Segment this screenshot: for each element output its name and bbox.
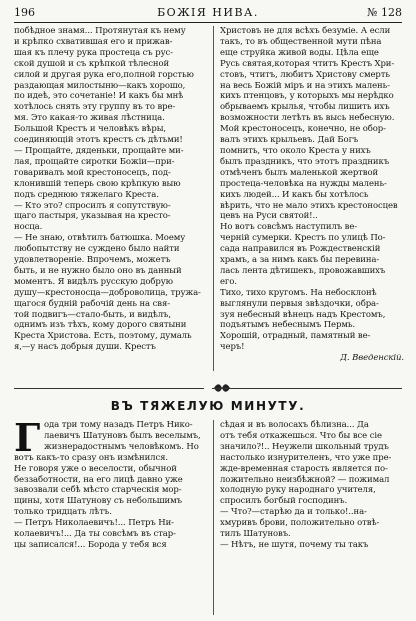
- text-line: быть, и не нужно было оно въ данный: [14, 265, 182, 276]
- text-line: обрываемъ крылья, чтобы лишить ихъ: [220, 102, 390, 113]
- text-line: носца.: [14, 222, 43, 233]
- issue-number: [367, 6, 402, 19]
- text-line: лась лента дѣтишекъ, провожавшихъ: [220, 265, 386, 276]
- column-right-top: [220, 26, 404, 364]
- text-line: простеца-человѣка на нужды малень-: [220, 178, 387, 189]
- section-divider: [14, 381, 402, 397]
- text-line: холодную руку народнаго учителя,: [220, 485, 376, 496]
- text-line: шая къ плечу рука простеца съ рус-: [14, 47, 173, 58]
- column-left-top: [14, 26, 208, 353]
- text-line: Христовъ не для всѣхъ безуміе. А если: [220, 26, 391, 36]
- issue-label: № 12: [367, 6, 395, 19]
- issue-mark: 8: [395, 6, 402, 19]
- text-line: валъ этихъ крыльевъ. Дай Богъ: [220, 135, 359, 146]
- text-line: лая, прощайте сиротки Божіи—при-: [14, 156, 175, 167]
- text-line: моментъ. Я видѣлъ русскую добрую: [14, 276, 173, 287]
- text-line: мя. Это какая-то живая лѣстница.: [14, 113, 165, 124]
- text-line: — Прощайте, дяденьки, прощайте ми-: [14, 145, 184, 156]
- text-line: говаривалъ мой крестоносецъ, под-: [14, 167, 171, 178]
- text-line: выглянули первыя звѣздочки, обра-: [220, 298, 379, 309]
- text-line: я,—у насъ добрыя души. Крестъ: [14, 342, 156, 353]
- text-line: его.: [220, 276, 237, 287]
- column-right-bottom: [220, 420, 404, 551]
- text-line: хотѣлось снять эту группу въ то вре-: [14, 102, 176, 113]
- column-divider-bottom: [213, 420, 214, 615]
- text-line: душу—крестоносца—доброволица, тружа-: [14, 287, 201, 298]
- text-line: беззаботности, на его лицѣ давно уже: [14, 474, 183, 485]
- text-line: только тридцать лѣтъ.: [14, 507, 112, 518]
- text-line: Креста Христова. Есть, поэтому, думаль: [14, 331, 192, 342]
- text-line: жде-временная старость является по-: [220, 463, 388, 474]
- text-line: вѣрить, что не мало этихъ крестоносцев: [220, 200, 398, 211]
- text-line: однимъ изъ тѣхъ, кому дорого святыни: [14, 320, 187, 331]
- text-line: ской душой и съ крѣпкой тѣлесной: [14, 58, 170, 69]
- page-number: 196: [14, 6, 35, 19]
- text-line: такъ, то въ общественной мути пѣна: [220, 36, 382, 47]
- text-line: Большой Крестъ и человѣкъ вѣры,: [14, 124, 166, 135]
- text-line: удовлетвореніе. Впрочемъ, можетъ: [14, 255, 171, 266]
- text-line: Не говоря уже о веселости, обычной: [14, 463, 177, 474]
- text-line: значило?!.. Неужели школьный трудъ: [220, 441, 389, 452]
- text-line: цевъ на Руси святой!..: [220, 211, 318, 222]
- text-line: Мой крестоносецъ, конечно, не обор-: [220, 124, 386, 135]
- text-line: стовъ, чтитъ, любитъ Христову смерть: [220, 69, 390, 80]
- text-line: — Петръ Николаевичъ!... Петръ Ни-: [14, 518, 174, 529]
- text-line: храмъ, а за нимъ какъ бы перевина-: [220, 255, 380, 266]
- text-line: цы записался!... Борода у тебя вся: [14, 539, 167, 550]
- text-line: той подвигъ—стало-быть, и видѣлъ,: [14, 309, 171, 320]
- text-line: подъ среднюю тяжелаго Креста.: [14, 189, 159, 200]
- text-line: соединяющій этотъ крестъ съ дѣтьми!: [14, 135, 183, 146]
- text-line: ложительно неизбѣжной? — пожимал: [220, 474, 390, 485]
- author-signature: Д. Введенскій.: [340, 353, 404, 364]
- column-left-bottom: [14, 415, 208, 551]
- text-line: помнить, что около Креста у нихъ: [220, 145, 371, 156]
- text-line: черній сумерки. Крестъ по улицѣ По-: [220, 233, 386, 244]
- text-line: — Не знаю, отвѣтилъ батюшка. Моему: [14, 233, 186, 244]
- divider-line-right: [212, 388, 402, 389]
- column-divider: [213, 26, 214, 371]
- divider-line-left: [14, 388, 204, 389]
- text-line: сада направился въ Рождественскій: [220, 244, 381, 255]
- text-line: — Кто это? спросилъ я сопутствую-: [14, 200, 171, 211]
- text-line: вотъ какъ-то сразу онъ измѣнился.: [14, 452, 169, 463]
- text-line: Но вотъ совсѣмъ наступилъ ве-: [220, 222, 358, 233]
- text-line: спросилъ богбый господинъ.: [220, 496, 348, 507]
- text-line: еще струйка живой воды. Цѣла еще: [220, 47, 379, 58]
- text-line: силой и другая рука его,полной горстью: [14, 69, 194, 80]
- text-line: раздающая милостыню—какъ хорошо,: [14, 80, 186, 91]
- text-line: лаевичъ Шатуновъ былъ веселымъ,: [44, 430, 201, 441]
- text-line: побѣдное знамя... Протянутая къ нему: [14, 26, 186, 36]
- journal-title: БОЖІЯ НИВА.: [157, 6, 259, 19]
- text-line: и крѣпко схватившая его и прижав-: [14, 36, 173, 47]
- text-line: подъятымъ небеснымъ Пермь.: [220, 320, 355, 331]
- text-line: — Что?—старѣю да и только!..на-: [220, 507, 367, 518]
- text-line: Русь святая,которая чтитъ Крестъ Хри-: [220, 58, 395, 69]
- text-line: щагося будній рабочій день на свя-: [14, 298, 170, 309]
- text-line: щины, хотя Шатунову съ небольшимъ: [14, 496, 182, 507]
- drop-cap: Г: [14, 415, 41, 460]
- story-title: ВЪ ТЯЖЕЛУЮ МИНУТУ.: [110, 399, 306, 413]
- text-line: возможности летѣть въ высь небесную.: [220, 113, 395, 124]
- text-line: завозвали себѣ мѣсто старческія мор-: [14, 485, 182, 496]
- header-rule: [14, 22, 402, 23]
- text-line: былъ праздникъ, что этотъ праздникъ: [220, 156, 390, 167]
- text-line: отъ тебя откажешься. Что бы все сіе: [220, 430, 382, 441]
- text-line: тилъ Шатуновъ.: [220, 529, 291, 540]
- text-line: зуя небесный вѣнецъ надъ Крестомъ,: [220, 309, 386, 320]
- text-line: клонившій теперь свою крѣпкую выю: [14, 178, 181, 189]
- text-line: ода три тому назадъ Петръ Нико-: [44, 420, 193, 430]
- text-line: по идеѣ, это сочетаніе! И какъ бы мнѣ: [14, 91, 184, 102]
- text-line: черъ!: [220, 342, 245, 353]
- text-line: хмуривъ брови, положительно отвѣ-: [220, 518, 380, 529]
- text-line: сѣдая и въ волосахъ бѣлизна... Да: [220, 420, 369, 430]
- text-line: кихъ птенцовъ, у которыхъ мы нерѣдко: [220, 91, 394, 102]
- running-header: [14, 6, 402, 22]
- text-line: отмѣченъ былъ маленькой жертвой: [220, 167, 379, 178]
- text-line: Хорошій, отрадный, памятный ве-: [220, 331, 371, 342]
- text-line: любопытству не суждено было найти: [14, 244, 180, 255]
- text-line: колаевичъ!... Да ты совсѣмъ въ стар-: [14, 529, 176, 540]
- text-line: кихъ людей... И какъ бы хотѣлось: [220, 189, 369, 200]
- text-line: настолько изнурителенъ, что уже пре-: [220, 452, 392, 463]
- text-line: жизнерадостнымъ человѣкомъ. Но: [44, 441, 199, 452]
- text-line: Тихо, тихо кругомъ. На небосклонѣ: [220, 287, 377, 298]
- text-line: на весь Божій міръ и на этихъ малень-: [220, 80, 390, 91]
- text-line: — Нѣтъ, не шутя, почему ты такъ: [220, 539, 369, 550]
- text-line: щаго пастыря, указывая на кресто-: [14, 211, 171, 222]
